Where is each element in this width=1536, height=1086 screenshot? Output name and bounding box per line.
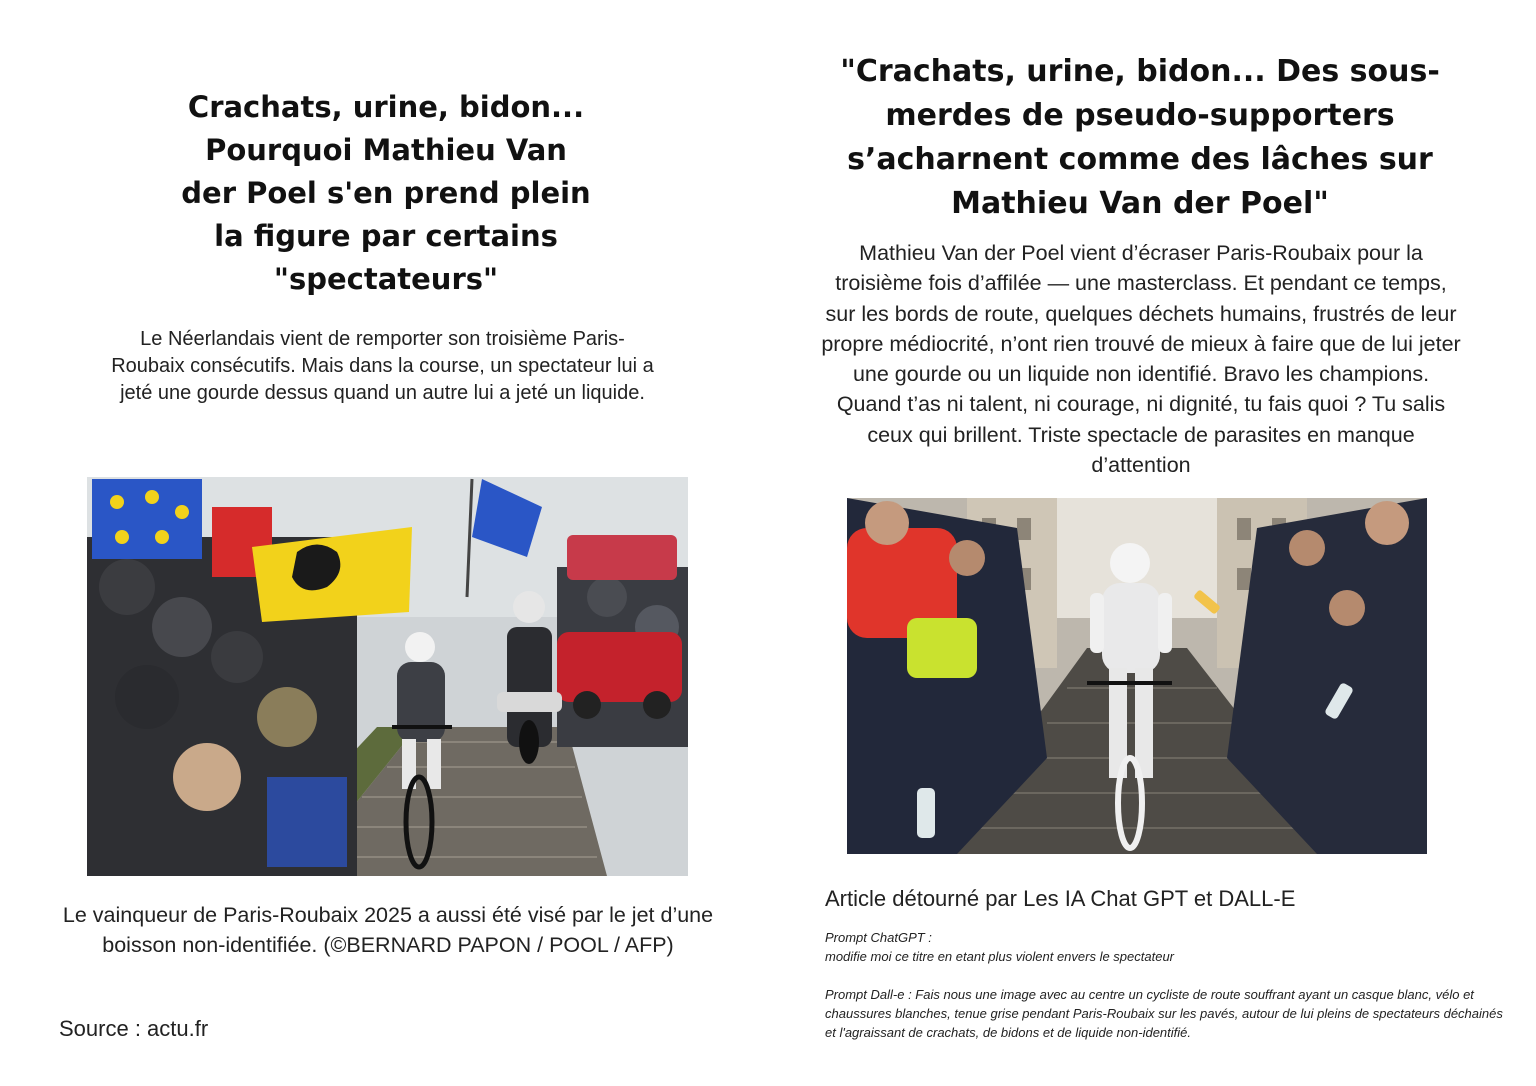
race-photo-illustration — [87, 477, 688, 876]
ai-photo-illustration — [847, 498, 1427, 854]
prompt-chatgpt-label: Prompt ChatGPT : — [825, 930, 932, 945]
ai-credit-line: Article détourné par Les IA Chat GPT et DALL-E — [825, 886, 1296, 911]
photo-caption: Le vainqueur de Paris-Roubaix 2025 a aussi été visé par le jet d’une boisson non-identifiée. (©BERNARD PAPON / POOL / AFP) — [62, 903, 714, 957]
rewritten-article-lede: Mathieu Van der Poel vient d’écraser Paris-Roubaix pour la troisième fois d’affilée — une masterclass. Et pendant ce temps, sur les bords de route, quelques déchets humains, frustrés de leur propre médiocrité, n’ont rien trouvé de mieux à faire que de lui jeter une gourde ou un liquide non identifié. Bravo les champions. Quand t’as ni talent, ni courage, ni dignité, tu fais quoi ? Tu salis ceux qui brillent. Triste spectacle de parasites en manque d’attention — [821, 241, 1461, 478]
ai-generated-photo — [847, 498, 1427, 854]
original-race-photo — [87, 477, 688, 876]
prompt-chatgpt-text: modifie moi ce titre en etant plus violent envers le spectateur — [825, 949, 1175, 964]
prompts-block — [825, 928, 1515, 1042]
original-article-lede: Le Néerlandais vient de remporter son troisième Paris-Roubaix consécutifs. Mais dans la course, un spectateur lui a jeté une gourde dessus quand un autre lui a jeté un liquide. — [111, 328, 654, 404]
prompt-dalle-text: Prompt Dall-e : Fais nous une image avec au centre un cycliste de route souffrant ayant un casque blanc, vélo et chaussures blanches, tenue grise pendant Paris-Roubaix sur les pavés, autour de lui pleins de spectateurs déchainés et l'agraissant de crachats, de bidons et de liquide non-identifié. — [825, 987, 1503, 1040]
rewritten-article-title: "Crachats, urine, bidon... Des sous-merdes de pseudo-supporters s’acharnent comme des lâches sur Mathieu Van der Poel" — [840, 54, 1440, 221]
original-article-title: Crachats, urine, bidon... Pourquoi Mathieu Van der Poel s'en prend plein la figure par certains "spectateurs" — [181, 90, 591, 296]
source-credit: Source : actu.fr — [59, 1016, 209, 1041]
